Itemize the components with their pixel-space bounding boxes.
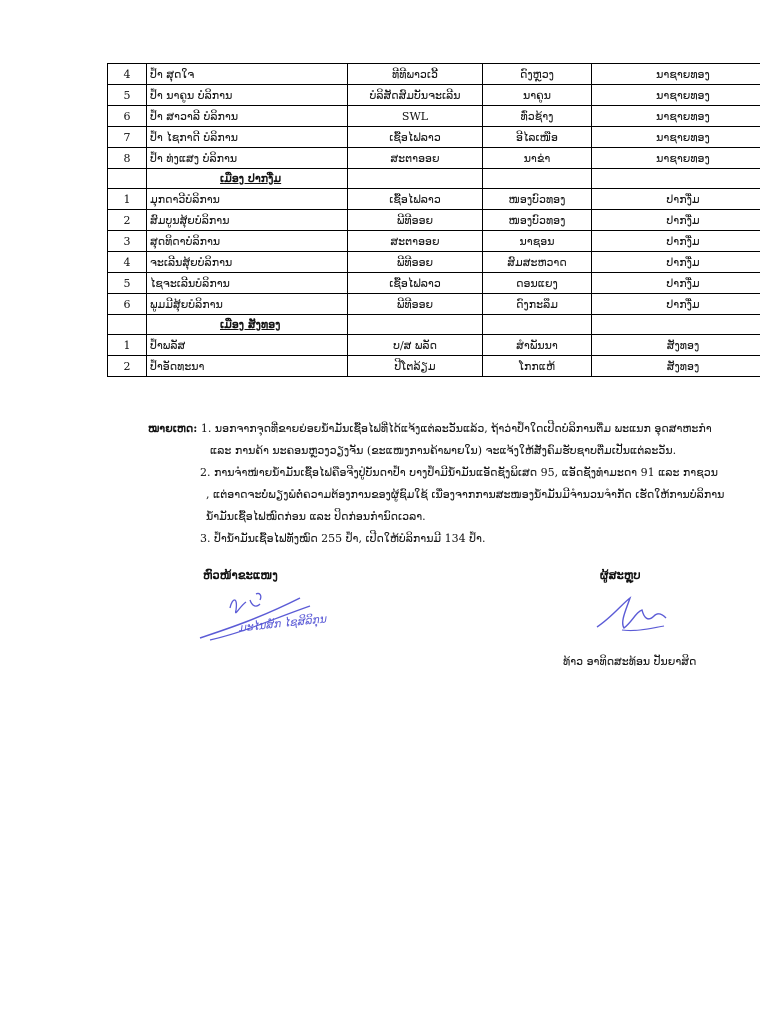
signatory-left-handwritten-name: ມະໄນສັກ ໄຊສິລິກຸນ xyxy=(237,612,327,635)
note-2-line-2: , ແຕ່ອາດຈະບໍ່ພຽງພໍຕໍ່ຄວາມຕ້ອງການຂອງຜູ້ຊົມໃຊ້ ເນື່ອງຈາກການສະໜອງນ້ຳມັນມີຈຳນວນຈຳກັດ ເຮັດໃຫ້ການບໍລິການ xyxy=(206,488,725,501)
district-name: ນາຊາຍທອງ xyxy=(592,64,760,85)
row-number: 1 xyxy=(108,189,147,210)
note-2-line-3: ນ້ຳມັນເຊື້ອໄຟໝົດກ່ອນ ແລະ ປິດກ່ອນກຳນົດເວລາ. xyxy=(206,510,426,523)
company-name: ປີໂຕລ້ຽມ xyxy=(348,356,483,377)
section-row-sangthong xyxy=(108,315,760,335)
note-1-line-2: ແລະ ການຄ້າ ນະຄອນຫຼວງວຽງຈັນ (ຂະແໜງການຄ້າພາຍໃນ) ຈະແຈ້ງໃຫ້ສັງຄົມຮັບຊາບຕື່ມເປັນແຕ່ລະວັນ. xyxy=(210,444,677,457)
district-name: ນາຊາຍທອງ xyxy=(592,148,760,169)
station-name: ປໍ້າ ສາວາລີ ບໍລິການ xyxy=(147,106,348,127)
village-name: ອີໄລເໜືອ xyxy=(483,127,592,148)
row-number: 2 xyxy=(108,356,147,377)
table-row xyxy=(108,189,760,210)
station-name: ປໍ້າ ໄຊກາດີ ບໍລິການ xyxy=(147,127,348,148)
row-number: 2 xyxy=(108,210,147,231)
company-name: ພີທີອອຍ xyxy=(348,294,483,315)
station-name: ປໍ້າ ນາຄູນ ບໍລິການ xyxy=(147,85,348,106)
note-2-line-1: 2. ການຈຳໜ່າຍນ້ຳມັນເຊື້ອໄຟຄືອຈີງປູ່ບັນດາປໍ້າ ບາງປໍ້າມີນ້ຳມັນແອັດຊັງພິເສດ 95, ແອັດຊັງທຳມະດາ 91 ແລະ ກາຊວນ xyxy=(200,466,718,479)
district-heading: ເມືອງ ປາກງື່ມ xyxy=(220,172,282,185)
district-name: ນາຊາຍທອງ xyxy=(592,106,760,127)
row-number: 6 xyxy=(108,294,147,315)
table-row xyxy=(108,273,760,294)
village-name: ສົມສະຫວາດ xyxy=(483,252,592,273)
company-name: ສະຕາອອຍ xyxy=(348,231,483,252)
company-name: ບ/ສ ພລັດ xyxy=(348,335,483,356)
company-name: ບໍລິສັດສົມບັນຈະເລີນ xyxy=(348,85,483,106)
village-name: ດົງຫຼວງ xyxy=(483,64,592,85)
table-row xyxy=(108,335,760,356)
district-name: ນາຊາຍທອງ xyxy=(592,127,760,148)
company-name: ພີທີອອຍ xyxy=(348,252,483,273)
note-1-text: 1. ນອກຈາກຈຸດທີ່ຂາຍຍ່ອຍນ້ຳມັນເຊື້ອໄຟທີ່ໄດ້ແຈ້ງແຕ່ລະວັນແລ້ວ, ຖ້າວ່າປໍ້າໃດເປີດບໍລິການຕື່ມ ພະແນກ ອຸດສາຫະກຳ xyxy=(200,422,712,435)
row-number: 4 xyxy=(108,252,147,273)
station-name: ປໍ້າ ທ່ງແສງ ບໍລິການ xyxy=(147,148,348,169)
table-row xyxy=(108,106,760,127)
district-name: ປາກງື່ມ xyxy=(592,231,760,252)
village-name: ນາຄູນ xyxy=(483,85,592,106)
company-name: ທີທີພາວເວີ້ xyxy=(348,64,483,85)
station-name: ຈະເລີນສຸ້ຍບໍລິການ xyxy=(147,252,348,273)
note-3: 3. ປໍ້ານ້ຳມັນເຊື້ອໄຟທັງໝົດ 255 ປໍ້າ, ເປີດໃຫ້ບໍລິການມີ 134 ປໍ້າ. xyxy=(200,532,486,545)
company-name: SWL xyxy=(348,106,483,127)
station-name: ສຸດທິດາບໍລິການ xyxy=(147,231,348,252)
table-row xyxy=(108,148,760,169)
district-name: ປາກງື່ມ xyxy=(592,189,760,210)
village-name: ທົ່ວຊ້າງ xyxy=(483,106,592,127)
district-name: ປາກງື່ມ xyxy=(592,210,760,231)
station-name: ປໍ້າອັດທະນາ xyxy=(147,356,348,377)
station-name: ສົມບູນສຸ້ຍບໍລິການ xyxy=(147,210,348,231)
signatory-left-title: ຫົວໜ້າຂະແໜງ xyxy=(203,568,278,582)
row-number: 5 xyxy=(108,273,147,294)
signatory-right-name: ທ້າວ ອາທິດສະທ້ອນ ປັນຍາສິດ xyxy=(563,655,697,668)
district-name: ສັງທອງ xyxy=(592,356,760,377)
district-heading: ເມືອງ ສັງທອງ xyxy=(220,318,281,331)
company-name: ສະຕາອອຍ xyxy=(348,148,483,169)
row-number: 3 xyxy=(108,231,147,252)
district-name: ສັງທອງ xyxy=(592,335,760,356)
district-name: ປາກງື່ມ xyxy=(592,294,760,315)
village-name: ໂກກແຫ້ xyxy=(483,356,592,377)
table-row xyxy=(108,356,760,377)
row-number: 8 xyxy=(108,148,147,169)
company-name: ເຊື້ອໄຟລາວ xyxy=(348,189,483,210)
signature-right-icon xyxy=(592,592,672,637)
row-number: 1 xyxy=(108,335,147,356)
station-name: ປໍ້າ ສຸດໃຈ xyxy=(147,64,348,85)
table-row xyxy=(108,231,760,252)
signatory-right-title: ຜູ້ສະຫຼຸບ xyxy=(600,568,641,582)
table-row xyxy=(108,85,760,106)
fuel-station-table xyxy=(107,63,760,377)
village-name: ໜອງບົວທອງ xyxy=(483,210,592,231)
village-name: ສຳພັນນາ xyxy=(483,335,592,356)
village-name: ນາຂ່າ xyxy=(483,148,592,169)
company-name: ເຊື້ອໄຟລາວ xyxy=(348,273,483,294)
village-name: ດົງກະລຶມ xyxy=(483,294,592,315)
table-row xyxy=(108,210,760,231)
station-name: ປໍ້າພລັສ xyxy=(147,335,348,356)
notes-heading: ໝາຍເຫດ: xyxy=(148,422,198,435)
section-row-pakngum xyxy=(108,169,760,189)
company-name: ເຊື້ອໄຟລາວ xyxy=(348,127,483,148)
table-row xyxy=(108,127,760,148)
district-name: ນາຊາຍທອງ xyxy=(592,85,760,106)
district-name: ປາກງື່ມ xyxy=(592,273,760,294)
village-name: ດອນແຍງ xyxy=(483,273,592,294)
station-name: ໄຊຈະເລີນບໍລິການ xyxy=(147,273,348,294)
row-number: 7 xyxy=(108,127,147,148)
table-row xyxy=(108,252,760,273)
company-name: ພີທີອອຍ xyxy=(348,210,483,231)
village-name: ນາຊອນ xyxy=(483,231,592,252)
row-number: 6 xyxy=(108,106,147,127)
village-name: ໜອງບົວທອງ xyxy=(483,189,592,210)
station-name: ມຸກດາວີບໍລິການ xyxy=(147,189,348,210)
row-number: 4 xyxy=(108,64,147,85)
note-1-line-1 xyxy=(148,418,712,440)
station-name: ພູມມີສຸ້ຍບໍລິການ xyxy=(147,294,348,315)
table-row xyxy=(108,64,760,85)
row-number: 5 xyxy=(108,85,147,106)
table-row xyxy=(108,294,760,315)
district-name: ປາກງື່ມ xyxy=(592,252,760,273)
